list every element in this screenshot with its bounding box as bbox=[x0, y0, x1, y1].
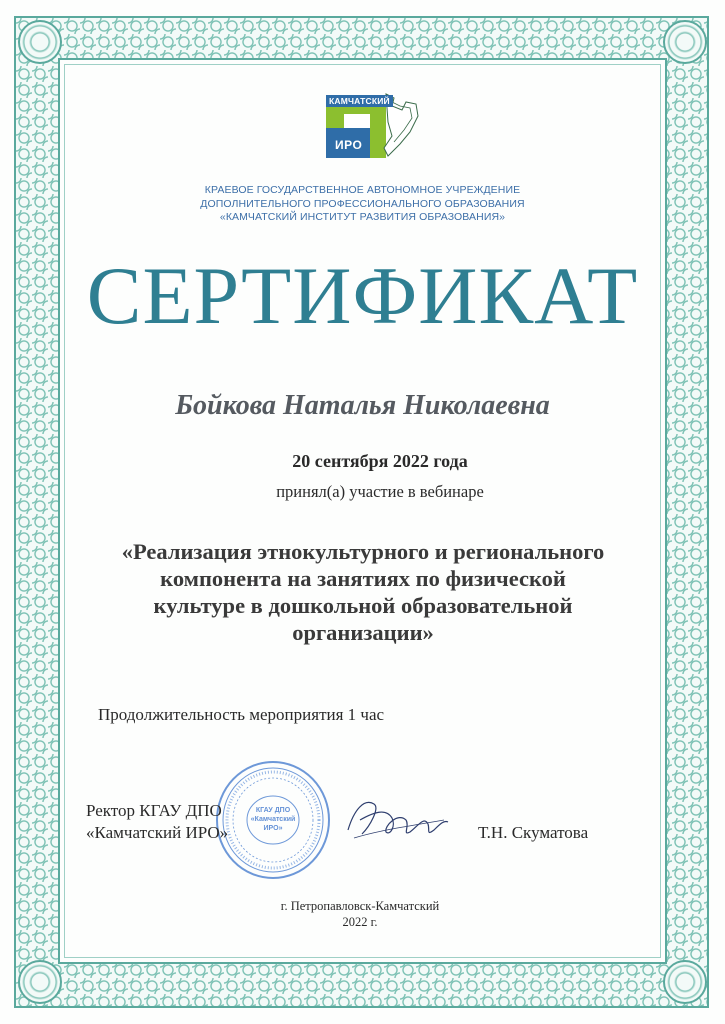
rector-line: «Камчатский ИРО» bbox=[86, 823, 229, 842]
corner-ornament bbox=[18, 960, 62, 1004]
issue-place bbox=[230, 898, 490, 930]
logo-top-text: КАМЧАТСКИЙ bbox=[326, 95, 393, 107]
issue-year: 2022 г. bbox=[342, 915, 378, 929]
corner-ornament bbox=[18, 20, 62, 64]
webinar-title bbox=[78, 538, 648, 646]
webinar-title-line: «Реализация этнокультурного и регионального bbox=[121, 539, 605, 564]
recipient-name: Бойкова Наталья Николаевна bbox=[175, 390, 550, 421]
webinar-title-line: компонента на занятиях по физической bbox=[160, 566, 566, 591]
rector-line: Ректор КГАУ ДПО bbox=[86, 801, 222, 820]
org-line: ДОПОЛНИТЕЛЬНОГО ПРОФЕССИОНАЛЬНОГО ОБРАЗОВАНИЯ bbox=[200, 197, 525, 210]
signature bbox=[340, 790, 450, 850]
logo-bottom-text: ИРО bbox=[335, 138, 363, 152]
event-duration: Продолжительность мероприятия 1 час bbox=[98, 705, 385, 724]
organization-name bbox=[120, 184, 605, 225]
issue-city: г. Петропавловск-Камчатский bbox=[280, 899, 440, 913]
stamp-text: КГАУ ДПО «Камчатский ИРО» bbox=[250, 807, 296, 832]
participation-text: принял(а) участие в вебинаре bbox=[276, 482, 484, 501]
signer-name: Т.Н. Скуматова bbox=[478, 823, 589, 842]
org-line: «КАМЧАТСКИЙ ИНСТИТУТ РАЗВИТИЯ ОБРАЗОВАНИЯ» bbox=[219, 211, 506, 223]
webinar-title-line: культуре в дошкольной образовательной bbox=[153, 593, 573, 618]
event-date: 20 сентября 2022 года bbox=[292, 451, 468, 471]
org-line: КРАЕВОЕ ГОСУДАРСТВЕННОЕ АВТОНОМНОЕ УЧРЕЖДЕНИЕ bbox=[204, 184, 521, 196]
certificate-title: СЕРТИФИКАТ bbox=[86, 250, 639, 341]
corner-ornament bbox=[663, 960, 707, 1004]
corner-ornament bbox=[663, 20, 707, 64]
webinar-title-line: организации» bbox=[292, 620, 434, 645]
rector-title bbox=[86, 800, 228, 844]
